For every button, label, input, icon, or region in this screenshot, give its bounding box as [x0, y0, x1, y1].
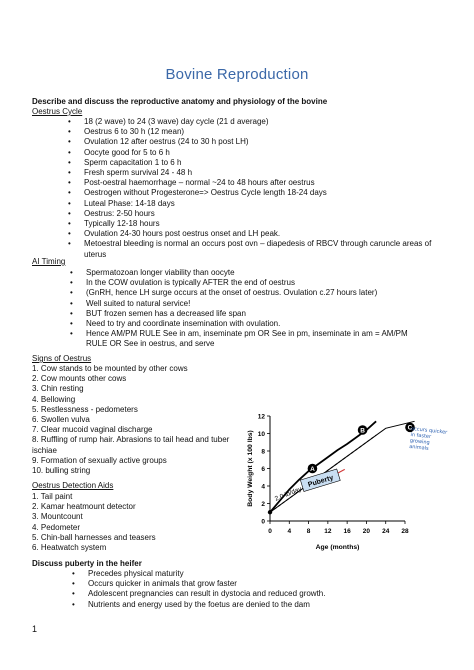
y-tick-label: 4 — [261, 483, 265, 491]
marker-b-label: B — [360, 427, 365, 435]
y-tick-label: 6 — [261, 465, 265, 473]
list-item: 1. Tail paint — [32, 492, 73, 501]
puberty-list — [88, 569, 418, 610]
list-item: • Spermatozoan longer viability than oocyte — [86, 268, 426, 278]
list-item: 4. Bellowing — [32, 394, 76, 404]
x-tick-label: 20 — [362, 528, 371, 535]
ai-timing-list — [86, 268, 426, 350]
list-item: • Adolescent pregnancies can result in dystocia and reduced growth. — [88, 589, 418, 599]
list-item: 7. Clear mucoid vaginal discharge — [32, 425, 153, 435]
series-line-c — [270, 421, 415, 512]
puberty-label: Puberty — [307, 474, 335, 489]
list-item: • BUT frozen semen has a decreased life span — [86, 309, 426, 319]
list-item: • 18 (2 wave) to 24 (3 wave) day cycle (21 d average) — [84, 117, 444, 127]
page-title: Bovine Reproduction — [165, 66, 309, 83]
handwritten-note: occurs quicker in faster growing animals — [408, 425, 448, 452]
y-axis-label: Body Weight (x 100 lbs) — [247, 430, 254, 507]
list-item: • In the COW ovulation is typically AFTER the end of oestrus — [86, 278, 426, 288]
start-point — [268, 510, 272, 514]
y-tick-label: 8 — [261, 448, 265, 456]
marker-c-label: C — [407, 424, 413, 432]
marker-a-label: A — [310, 465, 315, 473]
chart-annotations — [274, 423, 415, 503]
list-item: 8. Ruffling of rump hair. Abrasions to tail head and tuber ischiae — [32, 435, 230, 455]
x-tick-label: 24 — [382, 528, 390, 535]
list-item: • Oocyte good for 5 to 6 h — [84, 148, 444, 158]
list-item: • Metoestral bleeding is normal an occurs post ovn – diapedesis of RBCV through caruncle areas of uterus — [84, 239, 444, 259]
list-item: 6. Swollen vulva — [32, 415, 90, 425]
y-tick-label: 0 — [261, 518, 265, 526]
x-tick-label: 28 — [401, 528, 409, 535]
oestrus-cycle-list — [84, 117, 444, 260]
list-item: 2. Cow mounts other cows — [32, 374, 127, 384]
oestrus-cycle-label: Oestrus Cycle — [32, 107, 83, 116]
ai-timing-label: AI Timing — [32, 257, 66, 266]
y-tick-label: 12 — [257, 413, 265, 421]
list-item: 2. Kamar heatmount detector — [32, 502, 136, 512]
detection-aids-list — [32, 492, 232, 553]
chart-series — [268, 421, 415, 514]
list-item: 9. Formation of sexually active groups — [32, 455, 167, 465]
intro-heading: Describe and discuss the reproductive anatomy and physiology of the bovine — [32, 97, 328, 106]
list-item: 5. Restlessness - pedometers — [32, 404, 138, 414]
list-item: • Well suited to natural service! — [86, 299, 426, 309]
list-item: • Luteal Phase: 14-18 days — [84, 199, 444, 209]
list-item: 1. Cow stands to be mounted by other cows — [32, 364, 188, 373]
list-item: 3. Chin resting — [32, 384, 84, 394]
list-item: 3. Mountcount — [32, 512, 83, 522]
list-item: • Occurs quicker in animals that grow faster — [88, 579, 418, 589]
x-tick-label: 12 — [324, 528, 332, 535]
signs-of-oestrus-label: Signs of Oestrus — [32, 354, 92, 363]
signs-of-oestrus-list — [32, 364, 232, 476]
x-tick-label: 16 — [343, 528, 351, 535]
list-item: 5. Chin-ball harnesses and teasers — [32, 532, 156, 542]
y-tick-label: 2 — [261, 500, 265, 508]
list-item: • Post-oestral haemorrhage – normal ~24 to 48 hours after oestrus — [84, 178, 444, 188]
list-item: • Oestrus: 2-50 hours — [84, 209, 444, 219]
list-item: • Oestrus 6 to 30 h (12 mean) — [84, 127, 444, 137]
list-item: • (GnRH, hence LH surge occurs at the onset of oestrus. Ovulation c.27 hours later) — [86, 288, 426, 298]
x-tick-label: 4 — [287, 528, 292, 535]
x-axis-label: Age (months) — [315, 544, 360, 551]
list-item: • Ovulation 24-30 hours post oestrus onset and LH peak. — [84, 229, 444, 239]
x-tick-label: 0 — [268, 528, 272, 535]
x-tick-label: 8 — [306, 528, 311, 535]
list-item: 10. bulling string — [32, 466, 91, 476]
list-item: • Typically 12-18 hours — [84, 219, 444, 229]
detection-aids-label: Oestrus Detection Aids — [32, 481, 114, 490]
list-item: • Need to try and coordinate insemination with ovulation. — [86, 319, 426, 329]
rate-label: 2.0 lb/day — [273, 485, 303, 503]
y-tick-label: 10 — [257, 430, 265, 438]
list-item: • Ovulation 12 after oestrus (24 to 30 h post LH) — [84, 137, 444, 147]
list-item: • Fresh sperm survival 24 - 48 h — [84, 168, 444, 178]
page-number: 1 — [32, 624, 38, 634]
list-item: 6. Heatwatch system — [32, 543, 107, 553]
list-item: • Oestrogen without Progesterone=> Oestrus Cycle length 18-24 days — [84, 188, 444, 198]
puberty-heading: Discuss puberty in the heifer — [32, 559, 142, 568]
list-item: • Precedes physical maturity — [88, 569, 418, 579]
list-item: 4. Pedometer — [32, 522, 81, 532]
list-item: • Hence AM/PM RULE See in am, inseminate pm OR See in pm, inseminate in am = AM/PM RULE OR See in oestrus, and serve — [86, 329, 426, 349]
list-item: • Sperm capacitation 1 to 6 h — [84, 158, 444, 168]
list-item: • Nutrients and energy used by the foetus are denied to the dam — [88, 600, 418, 610]
